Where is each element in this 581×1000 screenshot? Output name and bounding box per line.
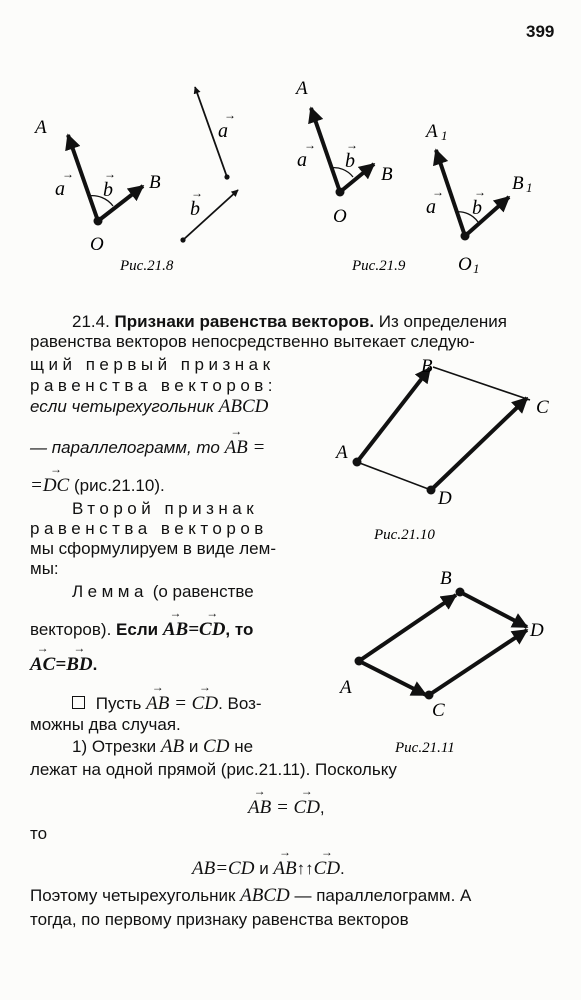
figure-21-8: [33, 87, 238, 274]
point-c-11: [425, 691, 434, 700]
math-abcd: ABCD: [218, 396, 269, 417]
arrow-vec-a-9b: →: [432, 185, 444, 199]
vector-bd-11: [460, 592, 527, 627]
label-free-a: a: [218, 120, 228, 142]
line-6-text: — параллелограмм, то: [30, 438, 220, 457]
label-vec-a-9: a: [297, 149, 307, 171]
vector-cd-11: [429, 630, 527, 695]
page-number: 399: [526, 22, 555, 41]
line-10: мы сформулируем в виде лем-: [30, 539, 276, 558]
line-4: равенства векторов:: [30, 376, 278, 395]
equals-sign: =: [215, 858, 229, 879]
vector-cd: → CD: [314, 859, 340, 879]
label-vec-b: b: [103, 179, 113, 201]
label-a1-sub: 1: [441, 128, 448, 143]
equals-sign: =: [55, 654, 67, 675]
line-12-rest: (о равенстве: [152, 582, 254, 601]
segment-ad-10: [357, 462, 431, 490]
label-vec-a-9b: a: [426, 196, 436, 218]
section-title: Признаки равенства векторов.: [114, 312, 375, 331]
line-15-rest: . Воз-: [218, 694, 262, 713]
label-a-11: A: [340, 677, 352, 698]
line-5: [30, 397, 268, 417]
proof-start-square-icon: [72, 696, 85, 709]
vector-ab-10: [357, 368, 430, 462]
label-vec-b-9b: b: [472, 197, 482, 219]
line-13-text: векторов).: [30, 620, 112, 639]
line-19-formula: [248, 798, 325, 818]
lemma-word: Лемма: [72, 582, 148, 601]
label-b1: B: [512, 173, 524, 194]
label-a-9: A: [296, 78, 308, 99]
label-o: O: [90, 234, 104, 255]
vector-dc-10: [431, 398, 527, 490]
caption-21-8: Рис.21.8: [120, 258, 174, 274]
vector-cd: → CD: [192, 694, 218, 714]
line-9: равенства векторов: [30, 519, 268, 538]
line-22-text: Поэтому четырехугольник: [30, 886, 236, 905]
segment-cd: CD: [228, 858, 255, 879]
arrow-vec-a-9: →: [304, 138, 316, 152]
caption-21-9: Рис.21.9: [352, 258, 406, 274]
segment-ab: AB: [192, 858, 216, 879]
period: .: [92, 655, 98, 674]
free-vector-b-start: [180, 237, 185, 242]
label-b1-sub: 1: [526, 180, 533, 195]
label-a: A: [35, 117, 47, 138]
free-vector-a-start: [224, 174, 229, 179]
segment-bc-10: [433, 367, 530, 400]
vector-ab: → AB: [273, 859, 296, 879]
and-word: и: [188, 737, 199, 756]
point-o1: [461, 232, 470, 241]
line-22: [30, 886, 471, 906]
label-a-10: A: [336, 442, 348, 463]
label-a1: A: [426, 121, 438, 142]
figure-reference: (рис.21.10).: [73, 476, 165, 495]
vector-cd: → CD: [294, 798, 320, 818]
line-1: [72, 312, 507, 332]
label-d-10: D: [438, 488, 452, 509]
arrow-vec-b: →: [104, 167, 116, 181]
line-14: [30, 655, 97, 675]
math-abcd: ABCD: [240, 885, 290, 906]
line-8: Второй признак: [72, 499, 259, 518]
equals-sign: =: [174, 693, 187, 714]
if-word: Если: [116, 620, 159, 639]
line-22-rest: — параллелограмм. А: [294, 886, 472, 905]
arrow-vec-b-9: →: [346, 138, 358, 152]
line-12: [72, 582, 254, 602]
figure-21-10: [334, 356, 549, 543]
not-word: не: [234, 737, 254, 756]
label-free-b: b: [190, 198, 200, 220]
vector-ab: → AB: [225, 438, 248, 458]
caption-21-10: Рис.21.10: [374, 527, 435, 543]
codirected-arrows: ↑↑: [296, 859, 314, 878]
arrow-free-a: →: [224, 108, 236, 122]
figure-21-11: [338, 568, 544, 756]
line-6: [30, 438, 265, 458]
line-20: то: [30, 824, 48, 843]
arrow-vec-b-9b: →: [474, 185, 486, 199]
line-18: лежат на одной прямой (рис.21.11). Поскольку: [30, 760, 397, 779]
point-o: [94, 217, 103, 226]
line-2: равенства векторов непосредственно вытекает следую-: [30, 332, 475, 351]
label-c-11: C: [432, 700, 445, 721]
line-15: [72, 694, 262, 714]
vector-ac: → AC: [30, 655, 55, 675]
vector-cd: → CD: [199, 620, 225, 640]
label-b-11: B: [440, 568, 452, 589]
arrow-vec-a: →: [62, 167, 74, 181]
point-a-10: [353, 458, 362, 467]
section-number: 21.4.: [72, 312, 110, 331]
vector-ab: → AB: [248, 798, 271, 818]
period: .: [340, 859, 345, 878]
label-o1: O: [458, 254, 472, 275]
arrow-free-b: →: [191, 186, 203, 200]
vector-ab-11: [359, 595, 456, 661]
label-d-11: D: [530, 620, 544, 641]
point-b-11: [456, 588, 465, 597]
label-o-9: O: [333, 206, 347, 227]
equals-sign: =: [252, 437, 266, 458]
equals-sign: =: [30, 475, 43, 496]
segment-cd: CD: [203, 736, 230, 757]
line-16: можны два случая.: [30, 715, 181, 734]
line-17-text: 1) Отрезки: [72, 737, 157, 756]
segment-ab: AB: [160, 736, 185, 757]
point-a-11: [355, 657, 364, 666]
figure-21-9: [294, 78, 533, 276]
then-word: , то: [225, 620, 254, 639]
line-3: щий первый признак: [30, 355, 275, 374]
line-17: [72, 737, 253, 757]
label-c-10: C: [536, 397, 549, 418]
vector-bd: → BD: [66, 655, 92, 675]
comma: ,: [319, 798, 325, 817]
point-d-10: [427, 486, 436, 495]
label-b: B: [149, 172, 161, 193]
equals-sign: =: [188, 619, 200, 640]
label-o1-sub: 1: [473, 261, 480, 276]
line-7: [30, 476, 165, 496]
and-word: и: [259, 859, 269, 878]
line-5-text: если четырехугольник: [30, 397, 215, 416]
point-o-9: [336, 188, 345, 197]
line-23: тогда, по первому признаку равенства векторов: [30, 910, 409, 929]
vector-ab: → AB: [163, 620, 188, 640]
caption-21-11: Рис.21.11: [395, 740, 455, 756]
equals-sign: =: [275, 797, 289, 818]
label-b-9: B: [381, 164, 393, 185]
label-vec-b-9: b: [345, 150, 355, 172]
label-b-10: B: [421, 356, 433, 377]
line-11: мы:: [30, 559, 59, 578]
vector-dc: → DC: [43, 476, 69, 496]
line-21-formula: [192, 859, 345, 879]
line-1-rest: Из определения: [378, 312, 507, 331]
line-15-text: Пусть: [95, 694, 142, 713]
vector-ac-11: [359, 661, 426, 695]
label-vec-a: a: [55, 178, 65, 200]
vector-ab: → AB: [146, 694, 169, 714]
line-13: [30, 620, 253, 640]
